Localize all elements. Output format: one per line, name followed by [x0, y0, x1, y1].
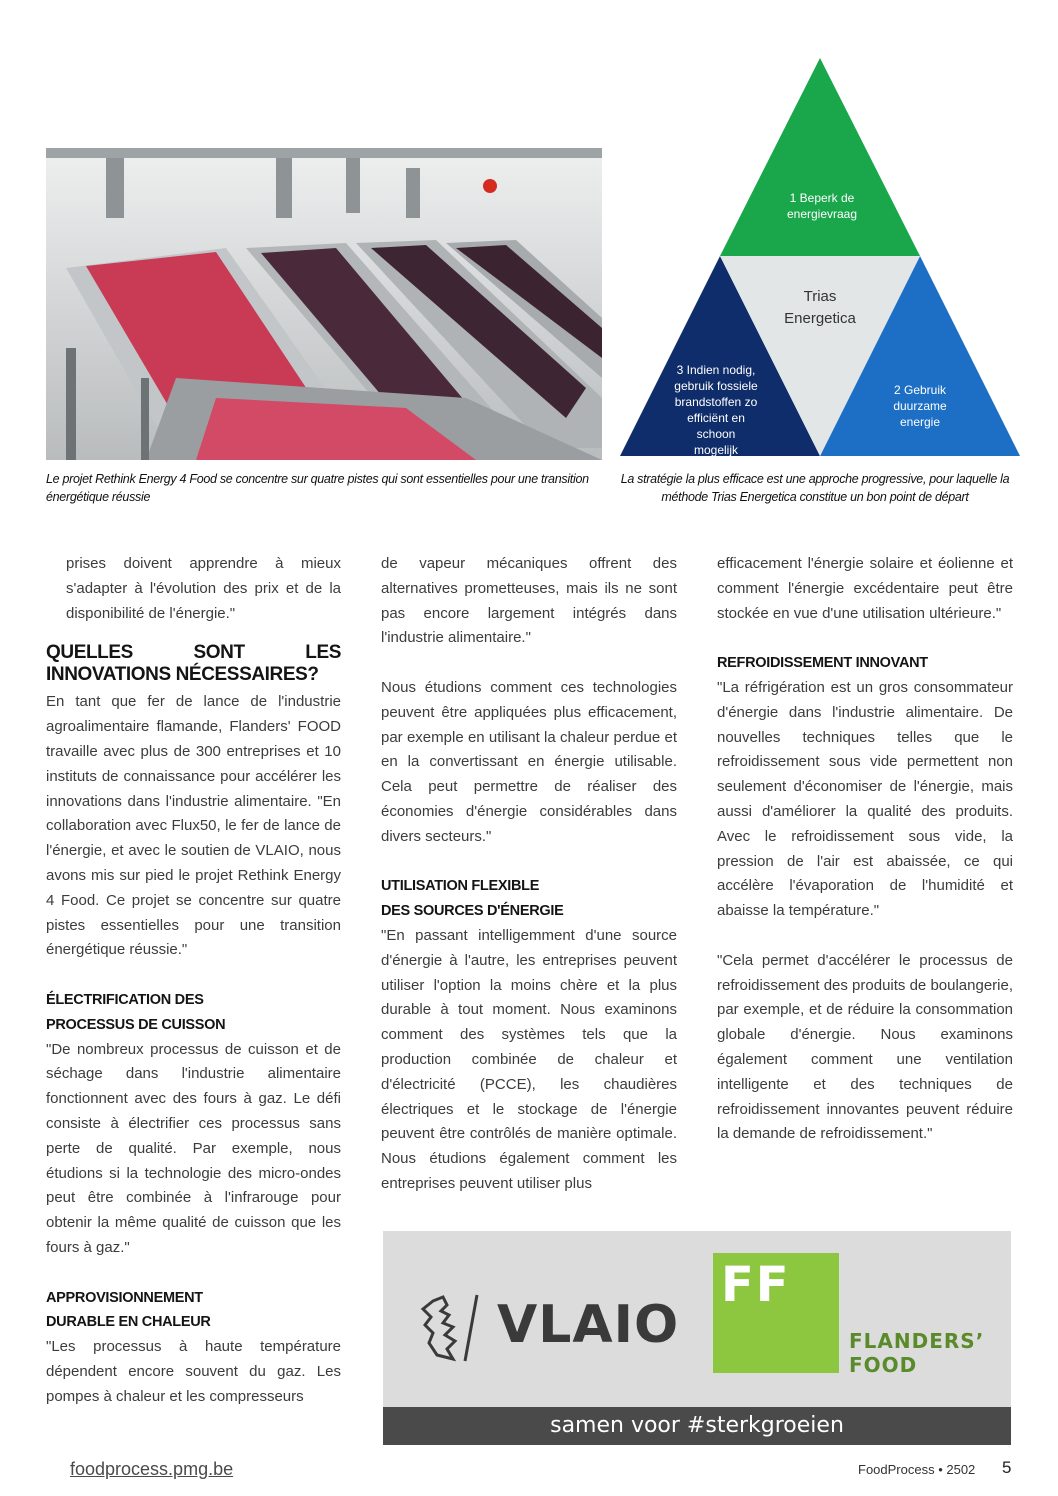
subheading-electrification-2: PROCESSUS DE CUISSON	[46, 1016, 226, 1033]
article-column-2	[381, 552, 677, 1197]
tagline-bar	[383, 1407, 1011, 1445]
website-link[interactable]: foodprocess.pmg.be	[70, 1459, 234, 1479]
partner-logo-banner	[383, 1231, 1011, 1445]
subheading-flexible-2: DES SOURCES D'ÉNERGIE	[381, 903, 564, 920]
right-label-1: 2 Gebruik	[893, 383, 947, 397]
left-label-6: mogelijk	[693, 443, 739, 457]
subheading-electrification-1: ÉLECTRIFICATION DES	[46, 991, 204, 1008]
study-paragraph: Nous étudions comment ces technologies peuvent être appliquées plus efficacement, par exemple en utilisant la chaleur perdue et en la convertissant en énergie utilisable. Cela peut permettre de réaliser des économies d'énergie considérables dans divers secteurs."	[381, 678, 677, 845]
flemish-lion-icon	[413, 1293, 483, 1363]
flanders-food-name-line2: FOOD	[849, 1353, 918, 1377]
tagline-text: samen voor #sterkgroeien	[550, 1413, 844, 1438]
left-label-1: 3 Indien nodig,	[676, 363, 756, 377]
center-label-2: Energetica	[784, 310, 856, 327]
top-label-1: 1 Beperk de	[789, 191, 855, 205]
magazine-issue: FoodProcess • 2502	[858, 1462, 976, 1477]
solar-paragraph: efficacement l'énergie solaire et éolienne et comment l'énergie excédentaire peut être stockée en vue d'une utilisation ultérieure."	[717, 555, 1013, 622]
flexible-paragraph: "En passant intelligemment d'une source d'énergie à l'autre, les entreprises peuvent utiliser l'option la moins chère et la plus durable à tout moment. Nous examinons comment des systèmes tels que la production combinée de chaleur et d'électricité (PCCE), les chaudières électriques et le stockage de l'énergie peuvent être contrôlés de manière optimale. Nous étudions également comment les entreprises peuvent utiliser plus	[381, 926, 677, 1192]
left-label-3: brandstoffen zo	[674, 395, 758, 409]
right-label-3: energie	[899, 415, 941, 429]
trias-energetica-diagram	[620, 56, 1020, 458]
diagram-caption: La stratégie la plus efficace est une approche progressive, pour laquelle la méthode Trias Energetica constitue un bon point de départ	[620, 472, 1010, 504]
vlaio-logo-text: VLAIO	[497, 1295, 680, 1355]
article-column-1	[46, 552, 341, 1410]
innovations-paragraph: En tant que fer de lance de l'industrie agroalimentaire flamande, Flanders' FOOD travaille avec plus de 300 entreprises et 10 instituts de connaissance pour accélérer les innovations dans l'industrie alimentaire. "En collaboration avec Flux50, le fer de lance de l'énergie, et avec le soutien de VLAIO, nous avons mis sur pied le projet Rethink Energy 4 Food. Ce projet se concentre sur quatre pistes essentielles pour une transition énergétique réussie."	[46, 693, 341, 959]
subheading-heat-1: APPROVISIONNEMENT	[46, 1289, 203, 1306]
page-number: 5	[1002, 1458, 1012, 1477]
article-column-3	[717, 552, 1013, 1147]
left-label-4: efficiënt en	[687, 411, 745, 425]
heat-paragraph: "Les processus à haute température dépendent encore souvent du gaz. Les pompes à chaleur et les compresseurs	[46, 1338, 341, 1405]
bakery-paragraph: "Cela permet d'accélérer le processus de refroidissement des produits de boulangerie, par exemple, et de réduire la consommation globale d'énergie. Nous examinons également comment une ventilation intelligente et des techniques de refroidissement innovantes peuvent réduire la demande de refroidissement."	[717, 951, 1014, 1143]
electrification-paragraph: "De nombreux processus de cuisson et de séchage dans l'industrie alimentaire fonctionnent avec des fours à gaz. Le défi consiste à électrifier ces processus sans perte de qualité. Par exemple, nous étudions si la technologie des micro-ondes peut être combinée à l'infrarouge pour obtenir la même qualité de cuisson que les fours à gaz."	[46, 1040, 341, 1256]
steam-paragraph: de vapeur mécaniques offrent des alternatives prometteuses, mais ils ne sont pas encore largement intégrés dans l'industrie alimentaire."	[381, 555, 677, 647]
section-heading-innovations: QUELLES SONT LES INNOVATIONS NÉCESSAIRES?	[46, 642, 341, 686]
subheading-heat-2: DURABLE EN CHALEUR	[46, 1314, 211, 1331]
left-label-2: gebruik fossiele	[674, 379, 758, 393]
left-label-5: schoon	[696, 427, 736, 441]
flanders-food-name-line1: FLANDERS’	[849, 1329, 985, 1353]
berries-conveyor-photo	[46, 148, 602, 460]
top-label-2: energievraag	[786, 207, 858, 221]
cooling-paragraph: "La réfrigération est un gros consommateur d'énergie dans l'industrie alimentaire. De nouvelles techniques telles que le refroidissement sous vide permettent non seulement d'économiser de l'énergie, mais aussi d'améliorer la qualité des produits. Avec le refroidissement sous vide, la pression de l'air est abaissée, ce qui accélère l'évaporation de l'humidité et abaisse la température."	[717, 678, 1013, 920]
photo-caption: Le projet Rethink Energy 4 Food se concentre sur quatre pistes qui sont essentielles pour une transition énergétique réussie	[46, 472, 589, 504]
center-label-1: Trias	[803, 288, 837, 305]
ff-logo-text: FF	[721, 1257, 791, 1313]
flanders-food-logo-box	[713, 1253, 839, 1373]
subheading-cooling: REFROIDISSEMENT INNOVANT	[717, 655, 928, 672]
right-label-2: duurzame	[893, 399, 947, 413]
triangle-top	[720, 58, 920, 256]
subheading-flexible-1: UTILISATION FLEXIBLE	[381, 878, 540, 895]
flanders-food-name	[849, 1329, 984, 1377]
intro-paragraph: prises doivent apprendre à mieux s'adapter à l'évolution des prix et de la disponibilité de l'énergie."	[66, 555, 341, 622]
